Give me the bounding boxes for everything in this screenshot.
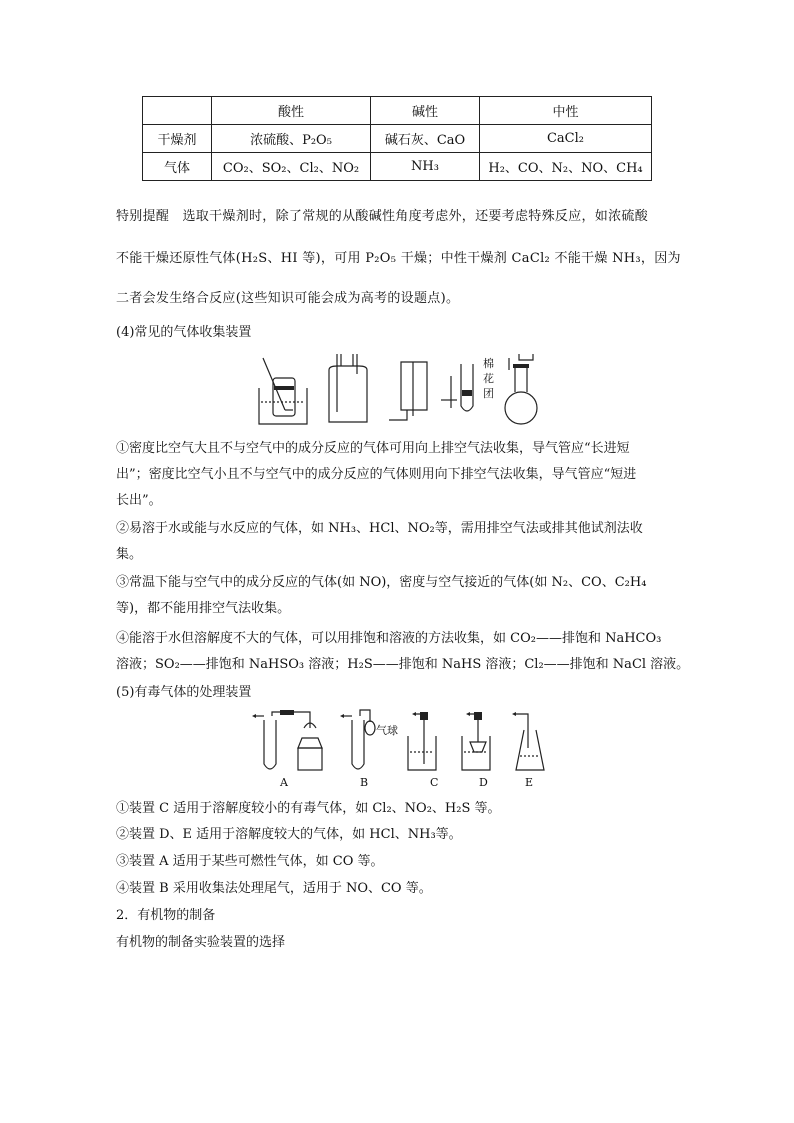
tip-line-2: 不能干燥还原性气体(H₂S、HI 等)，可用 P₂O₅ 干燥；中性干燥剂 CaCl₂ 不能干燥 NH₃，因为: [116, 251, 681, 266]
row-label: 干燥剂: [143, 125, 212, 153]
collection-p2-line2: 集。: [116, 547, 143, 562]
collection-heading: (4)常见的气体收集装置: [116, 325, 252, 340]
table-cell: CO₂、SO₂、Cl₂、NO₂: [212, 153, 371, 181]
row-label: 气体: [143, 153, 212, 181]
collection-p3-line1: ③常温下能与空气中的成分反应的气体(如 NO)，密度与空气接近的气体(如 N₂、CO、C₂H₄: [116, 575, 647, 590]
table-cell: H₂、CO、N₂、NO、CH₄: [480, 153, 652, 181]
gas-collection-apparatus-illustration: [255, 350, 545, 428]
table-header-cell: [143, 97, 212, 125]
collection-p2-line1: ②易溶于水或能与水反应的气体，如 NH₃、HCl、NO₂等，需用排空气法或排其他试剂法收: [116, 521, 643, 536]
apparatus-label-b: B: [360, 776, 369, 789]
organic-heading: 2．有机物的制备: [116, 908, 216, 923]
collection-p1-line3: 长出”。: [116, 493, 162, 508]
balloon-label: 气球: [376, 724, 398, 737]
collection-p1-line1: ①密度比空气大且不与空气中的成分反应的气体可用向上排空气法收集，导气管应“长进短: [116, 441, 630, 456]
organic-line: 有机物的制备实验装置的选择: [116, 935, 286, 950]
table-cell: 碱石灰、CaO: [371, 125, 480, 153]
table-row: [143, 153, 652, 181]
table-row: [143, 125, 652, 153]
table-cell: 浓硫酸、P₂O₅: [212, 125, 371, 153]
table-cell: CaCl₂: [480, 125, 652, 153]
table-cell: NH₃: [371, 153, 480, 181]
collection-p4-line2: 溶液；SO₂——排饱和 NaHSO₃ 溶液；H₂S——排饱和 NaHS 溶液；Cl₂——排饱和 NaCl 溶液。: [116, 657, 690, 672]
table-header-row: [143, 97, 652, 125]
apparatus-label-a: A: [280, 776, 288, 789]
tip-line-3: 二者会发生络合反应(这些知识可能会成为高考的设题点)。: [116, 291, 460, 306]
toxic-gas-figure: [250, 708, 570, 794]
collection-p1-line2: 出”；密度比空气小且不与空气中的成分反应的气体则用向下排空气法收集，导气管应“短进: [116, 467, 637, 482]
table-header-cell: 碱性: [371, 97, 480, 125]
gas-collection-figure: [255, 350, 545, 428]
toxic-p1: ①装置 C 适用于溶解度较小的有毒气体，如 Cl₂、NO₂、H₂S 等。: [116, 801, 501, 816]
toxic-p2: ②装置 D、E 适用于溶解度较大的气体，如 HCl、NH₃等。: [116, 827, 462, 842]
apparatus-label-e: E: [525, 776, 534, 789]
toxic-heading: (5)有毒气体的处理装置: [116, 685, 252, 700]
toxic-p4: ④装置 B 采用收集法处理尾气，适用于 NO、CO 等。: [116, 881, 432, 896]
apparatus-label-d: D: [479, 776, 488, 789]
table-header-cell: 酸性: [212, 97, 371, 125]
desiccant-table: [142, 96, 652, 181]
toxic-p3: ③装置 A 适用于某些可燃性气体，如 CO 等。: [116, 854, 384, 869]
collection-p4-line1: ④能溶于水但溶解度不大的气体，可以用排饱和溶液的方法收集，如 CO₂——排饱和 NaHCO₃: [116, 631, 662, 646]
apparatus-label-c: C: [430, 776, 439, 789]
tip-line-1: 特别提醒 选取干燥剂时，除了常规的从酸碱性角度考虑外，还要考虑特殊反应，如浓硫酸: [116, 209, 649, 224]
toxic-gas-apparatus-illustration: [250, 708, 570, 778]
collection-p3-line2: 等)，都不能用排空气法收集。: [116, 601, 291, 616]
table-header-cell: 中性: [480, 97, 652, 125]
cotton-label: 棉花团: [483, 357, 494, 400]
